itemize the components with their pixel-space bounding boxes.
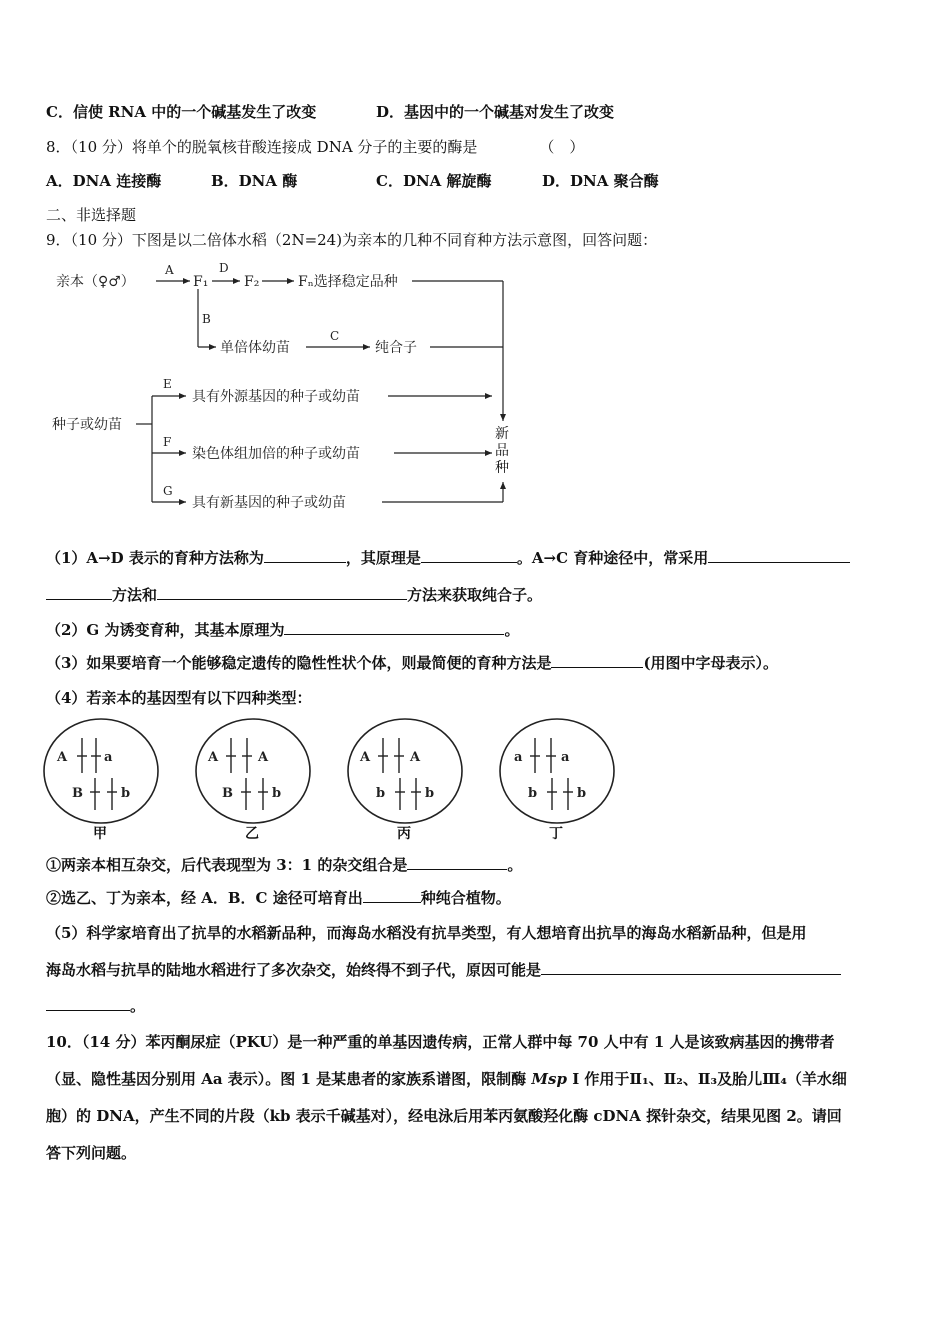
q9-part5-line2: [46, 960, 841, 980]
q7-option-d: D．基因中的一个碱基对发生了改变: [376, 103, 615, 121]
q9-p5-b: 海岛水稻与抗旱的陆地水稻进行了多次杂交，始终得不到子代，原因可能是: [46, 961, 542, 979]
q9-p1-e: 方法来获取纯合子。: [407, 586, 543, 604]
seeds-label: 种子或幼苗: [52, 417, 122, 433]
q9-sub2: [46, 888, 511, 908]
allele-yi-br: b: [272, 786, 282, 801]
cell-jia: [44, 719, 158, 823]
allele-ding-bl: b: [528, 786, 538, 801]
fn-label: Fₙ选择稳定品种: [298, 274, 398, 290]
q9-part5-line1: （5）科学家培育出了抗旱的水稻新品种，而海岛水稻没有抗旱类型，有人想培育出抗旱的海岛水稻新品种，但是用: [46, 924, 807, 942]
cell-name-bing: 丙: [397, 826, 411, 842]
q8-stem-text: 8．（10 分）将单个的脱氧核苷酸连接成 DNA 分子的主要的酶是: [46, 138, 478, 156]
q9-part4: （4）若亲本的基因型有以下四种类型：: [46, 689, 312, 707]
allele-jia-br: b: [121, 786, 131, 801]
q9-p5-c: 。: [130, 997, 146, 1015]
answer-blank[interactable]: [407, 855, 507, 870]
q10-l2-a: （显、隐性基因分别用 Aa 表示）。图 1 是某患者的家族系谱图，限制酶: [46, 1070, 532, 1088]
q8-option-a: A．DNA 连接酶: [46, 172, 162, 190]
allele-bing-br: b: [425, 786, 435, 801]
q9-s1-b: 。: [507, 856, 523, 874]
allele-jia-bl: B: [72, 786, 83, 801]
q9-p3-a: （3）如果要培育一个能够稳定遗传的隐性性状个体，则最简便的育种方法是: [46, 654, 552, 672]
cell-name-jia: 甲: [93, 826, 107, 842]
cell-name-yi: 乙: [245, 826, 259, 842]
cell-name-ding: 丁: [549, 826, 563, 842]
label-g: G: [163, 484, 173, 498]
cell-yi: [196, 719, 310, 823]
haploid-label: 单倍体幼苗: [220, 340, 290, 356]
q9-s2-b: 种纯合植物。: [420, 889, 511, 907]
q9-part5-line3: [46, 996, 145, 1016]
allele-bing-tl: A: [360, 750, 371, 765]
q10-line1: 10．（14 分）苯丙酮尿症（PKU）是一种严重的单基因遗传病，正常人群中每 70 人中有 1 人是该致病基因的携带者: [46, 1033, 835, 1051]
allele-ding-br: b: [577, 786, 587, 801]
answer-blank[interactable]: [363, 888, 421, 903]
q9-stem: 9．（10 分）下图是以二倍体水稻（2N=24)为亲本的几种不同育种方法示意图，回答问题：: [46, 231, 658, 249]
q9-sub1: [46, 855, 522, 875]
foreign-label: 具有外源基因的种子或幼苗: [192, 389, 360, 405]
label-b: B: [202, 312, 211, 326]
allele-yi-tr: A: [258, 750, 269, 765]
q9-p3-b: (用图中字母表示）。: [643, 654, 779, 672]
allele-bing-bl: b: [376, 786, 386, 801]
parent-label: 亲本（♀♂）: [56, 274, 135, 290]
newgene-label: 具有新基因的种子或幼苗: [192, 495, 346, 511]
q10-line4: 答下列问题。: [46, 1144, 137, 1162]
allele-ding-tr: a: [561, 750, 570, 765]
allele-jia-tr: a: [104, 750, 113, 765]
q10-l2-b: I 作用于Ⅱ₁、Ⅱ₂、Ⅱ₃及胎儿Ⅲ₄（羊水细: [566, 1070, 847, 1088]
f2-label: F₂: [244, 274, 260, 290]
allele-yi-tl: A: [208, 750, 219, 765]
allele-yi-bl: B: [222, 786, 233, 801]
label-d: D: [219, 261, 229, 275]
q8-option-c: C．DNA 解旋酶: [376, 172, 492, 190]
q9-s1-a: ①两亲本相互杂交，后代表现型为 3：1 的杂交组合是: [46, 856, 408, 874]
q8-option-d: D．DNA 聚合酶: [542, 172, 659, 190]
label-c: C: [330, 329, 340, 343]
q9-p1-a: （1）A→D 表示的育种方法称为: [46, 549, 264, 567]
chromosomes-jia: [77, 738, 117, 810]
cell-bing: [348, 719, 462, 823]
cell-ding: [500, 719, 614, 823]
q9-p2-b: 。: [504, 621, 520, 639]
pure-label: 纯合子: [375, 340, 417, 356]
q9-p1-d: 方法和: [112, 586, 158, 604]
answer-blank[interactable]: [46, 996, 130, 1011]
q9-p2-a: （2）G 为诱变育种，其基本原理为: [46, 621, 285, 639]
section-title: 二、非选择题: [46, 206, 137, 224]
q8-option-b: B．DNA 酶: [211, 172, 298, 190]
label-e: E: [163, 377, 172, 391]
q9-p1-b: ，其原理是: [345, 549, 421, 567]
q10-line3: 胞）的 DNA，产生不同的片段（kb 表示千碱基对），经电泳后用苯丙氨酸羟化酶 cDNA 探针杂交，结果见图 2。请回: [46, 1107, 842, 1125]
q10-line2: [46, 1069, 847, 1089]
answer-blank[interactable]: [541, 960, 841, 975]
q9-p1-c: 。A→C 育种途径中，常采用: [516, 549, 709, 567]
q9-s2-a: ②选乙、丁为亲本，经 A．B．C 途径可培育出: [46, 889, 363, 907]
q10-enzyme: Msp: [531, 1070, 567, 1088]
label-a: A: [165, 263, 174, 277]
q7-option-c: C．信使 RNA 中的一个碱基发生了改变: [46, 103, 317, 121]
allele-jia-tl: A: [57, 750, 68, 765]
allele-ding-tl: a: [514, 750, 523, 765]
label-f: F: [163, 435, 172, 449]
allele-bing-tr: A: [410, 750, 421, 765]
f1-label: F₁: [193, 274, 209, 290]
q8-answer-paren: （ ）: [539, 138, 585, 156]
new-variety-label: 新品种: [495, 426, 509, 476]
doubled-label: 染色体组加倍的种子或幼苗: [192, 446, 360, 462]
